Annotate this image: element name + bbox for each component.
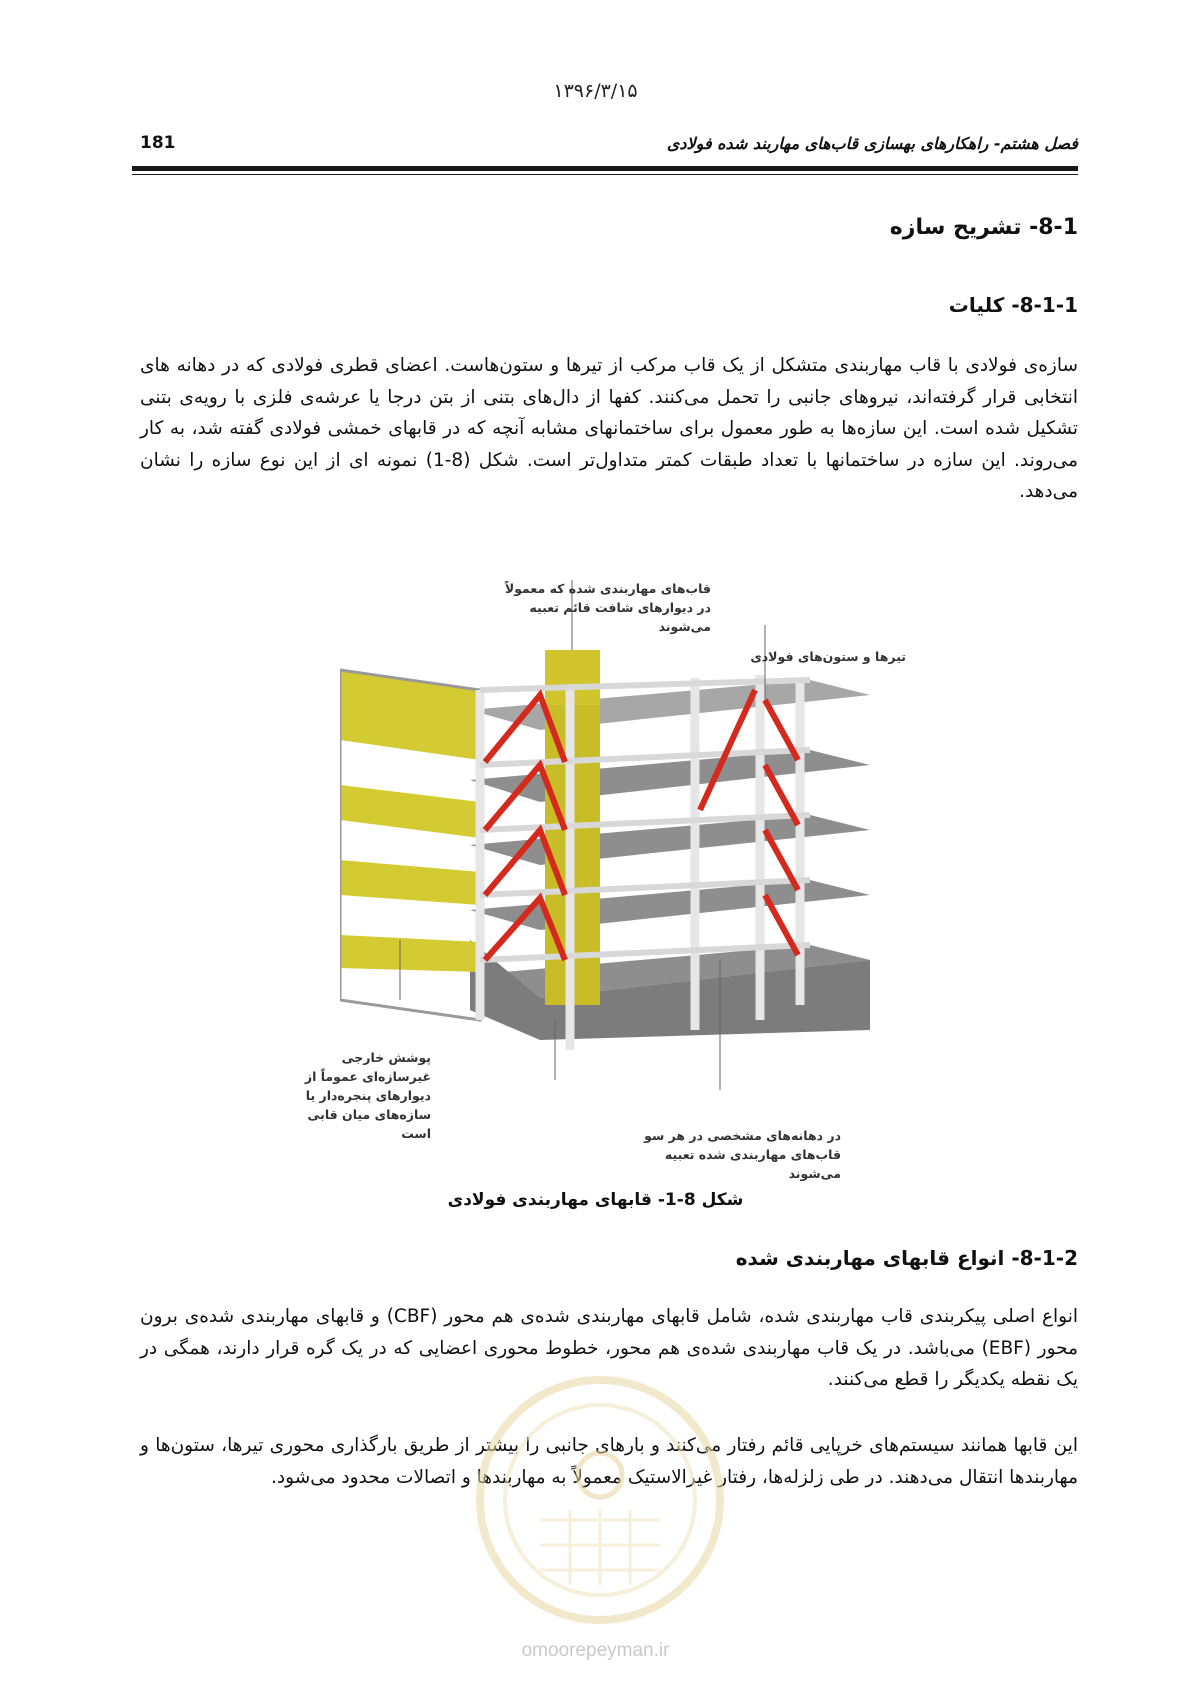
section2-paragraph-1: انواع اصلی پیکربندی قاب مهاربندی شده، شامل قابهای مهاربندی شده‌ی هم محور (CBF) و قابهای مهاربندی شده‌ی برون محور (EBF) می‌باشد. در یک قاب مهاربندی شده‌ی هم محور، خطوط محوری اعضایی که در یک گره قرار دارند، همگی در یک نقطه یکدیگر را قطع می‌کنند. — [140, 1306, 1078, 1390]
section-heading: 8-1- تشریح سازه — [889, 215, 1078, 240]
cladding-panels — [340, 670, 480, 1020]
annotation-bays: در دهانه‌های مشخصی در هر سو قاب‌های مهاربندی شده تعبیه می‌شوند — [644, 1128, 841, 1181]
page-number: 181 — [140, 133, 176, 153]
subsection-heading: 8-1-1- کلیات — [948, 293, 1078, 317]
annotation-shaft: قاب‌های مهاربندی شده که معمولاً در دیوارهای شافت قائم تعبیه می‌شوند — [504, 581, 711, 634]
watermark-url: omoorepeyman.ir — [521, 1640, 670, 1661]
stamp-logo — [470, 1370, 730, 1630]
header-date: ۱۳۹۶/۳/۱۵ — [553, 80, 638, 102]
annotation-cladding: پوشش خارجی غیرسازه‌ای عموماً از دیوارهای پنجره‌دار یا سازه‌های میان قابی است — [304, 1050, 431, 1141]
floor-slabs — [470, 680, 870, 1040]
figure-caption: شکل 8-1- قابهای مهاربندی فولادی — [447, 1190, 744, 1210]
header-rule — [132, 166, 1078, 171]
chapter-title: فصل هشتم- راهکارهای بهسازی قاب‌های مهاربند شده فولادی — [666, 134, 1078, 153]
header-rule-thin — [132, 174, 1078, 175]
intro-paragraph: سازه‌ی فولادی با قاب مهاربندی متشکل از یک قاب مرکب از تیرها و ستون‌هاست. اعضای قطری فولادی که در دهانه های انتخابی قرار گرفته‌اند، نیروهای جانبی را تحمل می‌کنند. کفها از دال‌های بتنی از بتن درجا یا عرشه‌ی فلزی با رویه‌ی بتنی تشکیل شده است. این سازه‌ها به طور معمول برای ساختمانهای مشابه آنچه که در قابهای خمشی فولادی گفته شد، به کار می‌روند. این سازه در ساختمانها با تعداد طبقات کمتر متداول‌تر است. شکل (8-1) نمونه ای از این نوع سازه را نشان می‌دهد. — [140, 355, 1078, 502]
section2-paragraph-2: این قابها همانند سیستم‌های خرپایی قائم رفتار می‌کنند و بارهای جانبی را بیشتر از طریق بارگذاری محوری تیرها، ستون‌ها و مهاربندها انتقال می‌دهند. در طی زلزله‌ها، رفتار غیرالاستیک معمولاً به مهاربندها و اتصالات محدود می‌شود. — [140, 1435, 1078, 1488]
section2-heading: 8-1-2- انواع قابهای مهاربندی شده — [735, 1246, 1078, 1270]
annotation-beams: تیرها و ستون‌های فولادی — [750, 649, 906, 664]
